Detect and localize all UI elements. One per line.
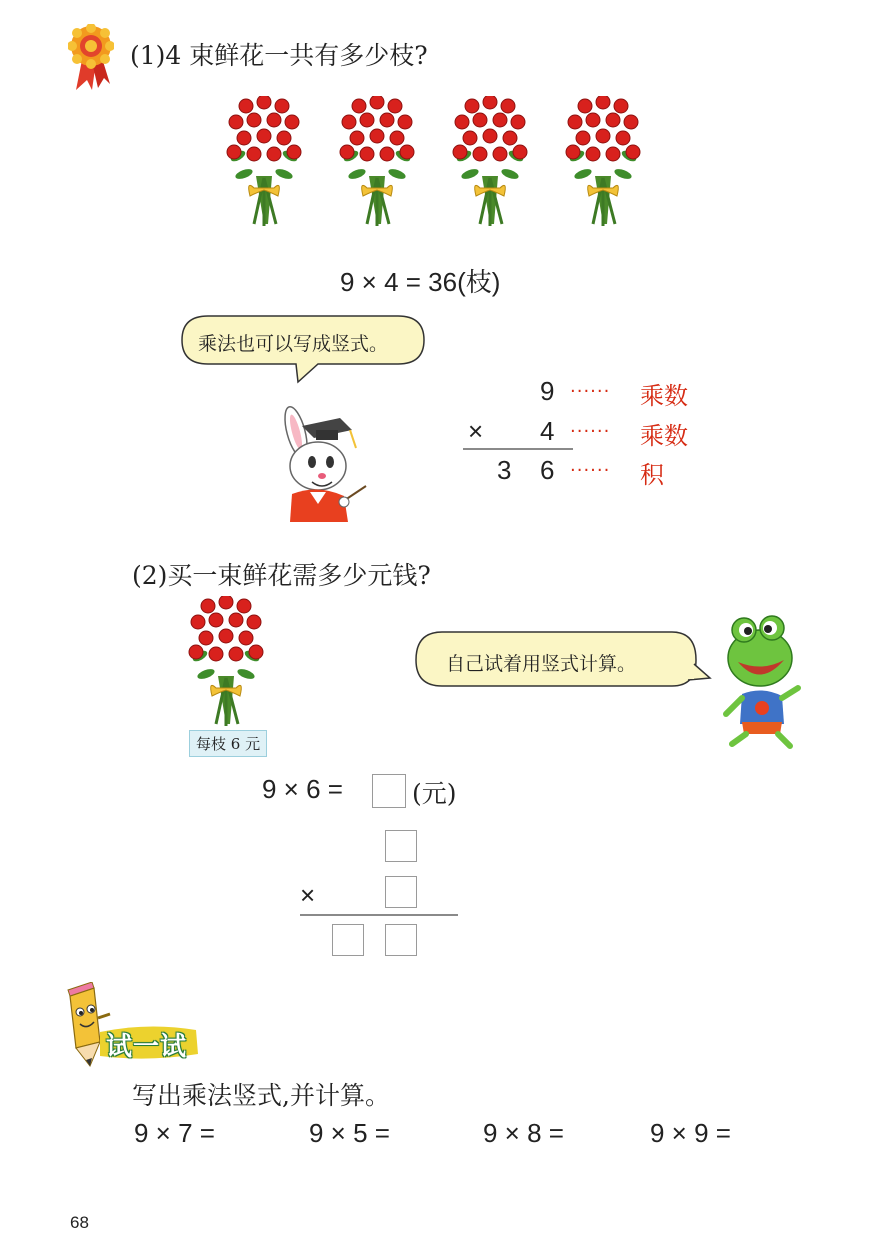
rabbit-bubble-text: 乘法也可以写成竖式。 <box>198 333 389 355</box>
frog-bubble-text: 自己试着用竖式计算。 <box>446 653 637 675</box>
vertical2-middle-box[interactable] <box>385 876 417 908</box>
try-problem-4: 9 × 9 = <box>650 1118 731 1148</box>
price-tag: 每枝 6 元 <box>189 730 267 757</box>
vertical1-dots-3: ······ <box>570 460 611 481</box>
question-2: (2)买一束鲜花需多少元钱? <box>132 561 431 590</box>
try-problem-1: 9 × 7 = <box>134 1118 215 1148</box>
vertical1-line <box>463 448 573 450</box>
rose-bouquet-icon <box>563 96 645 228</box>
vertical2-top-box[interactable] <box>385 830 417 862</box>
label-product: 积 <box>640 461 664 489</box>
page-number: 68 <box>70 1213 89 1232</box>
equation-2-unit: (元) <box>412 779 457 808</box>
vertical1-times: × <box>468 416 484 446</box>
vertical2-result-ones-box[interactable] <box>385 924 417 956</box>
vertical2-line <box>300 914 458 916</box>
answer-box[interactable] <box>372 774 406 808</box>
vertical2-times: × <box>300 880 316 910</box>
rabbit-teacher-icon <box>268 404 368 526</box>
rose-bouquet-icon <box>186 596 268 728</box>
frog-icon <box>718 612 808 752</box>
try-problem-2: 9 × 5 = <box>309 1118 390 1148</box>
try-title: 试一试 <box>106 1032 188 1062</box>
vertical1-result-ones: 6 <box>540 455 555 485</box>
rose-bouquet-icon <box>337 96 419 228</box>
medal-icon <box>68 24 114 92</box>
question-1: (1)4 束鲜花一共有多少枝? <box>130 41 428 70</box>
rose-bouquet-icon <box>450 96 532 228</box>
vertical1-top: 9 <box>540 376 555 406</box>
vertical1-result-tens: 3 <box>497 455 512 485</box>
vertical1-dots-2: ······ <box>570 421 611 442</box>
label-multiplier-1: 乘数 <box>640 382 688 410</box>
rose-bouquet-icon <box>224 96 306 228</box>
vertical2-result-tens-box[interactable] <box>332 924 364 956</box>
try-instruction: 写出乘法竖式,并计算。 <box>132 1081 390 1110</box>
try-problem-3: 9 × 8 = <box>483 1118 564 1148</box>
equation-1: 9 × 4 = 36(枝) <box>340 267 501 297</box>
vertical1-middle: 4 <box>540 416 555 446</box>
vertical1-dots-1: ······ <box>570 381 611 402</box>
equation-2-left: 9 × 6 = <box>262 774 343 804</box>
label-multiplier-2: 乘数 <box>640 422 688 450</box>
